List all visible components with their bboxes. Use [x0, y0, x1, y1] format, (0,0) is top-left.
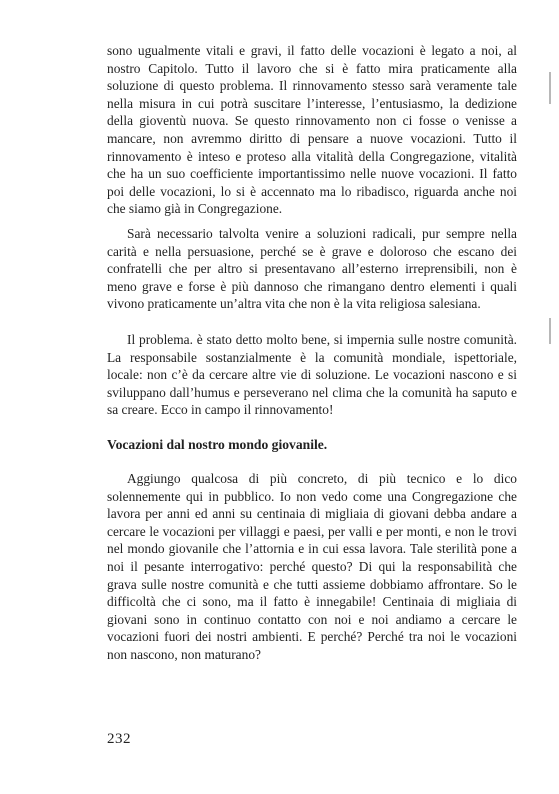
paragraph-community-problem: Il problema. è stato detto molto bene, si impernia sulle nostre comunità. La responsabile sostanzialmente è la comunità mondiale, ispettoriale, locale: non c’è da cercare altre vie di soluzione. Le vocazioni nascono e si sviluppano dall’humus e perseverano nel clima che la comunità ha saputo e sa creare. Ecco in campo il rinnovamento!	[107, 332, 517, 418]
paragraph-continuation: sono ugualmente vitali e gravi, il fatto delle vocazioni è legato a noi, al nostro Capitolo. Tutto il lavoro che si è fatto mira praticamente alla soluzione di questo problema. Il rinnovamento stesso sarà veramente tale nella misura in cui potrà suscitare l’interesse, l’entusiasmo, la dedizione della gioventù nuova. Se questo rinnovamento non ci fosse o venisse a mancare, non avremmo diritto di pensare a nuove vocazioni. Tutto il rinnovamento è inteso e proteso alla vitalità della Congregazione, vitalità che ha un suo coefficiente importantissimo nelle nuove vocazioni. Il fatto poi delle vocazioni, lo si è accennato ma lo ribadisco, riguarda anche noi che siamo già in Congregazione.	[107, 43, 517, 217]
page-edge-mark	[549, 72, 551, 104]
page-number: 232	[107, 731, 131, 747]
paragraph-youth-vocations: Aggiungo qualcosa di più concreto, di più tecnico e lo dico solennemente qui in pubblico. Io non vedo come una Congregazione che lavora per anni ed anni su centinaia di migliaia di giovani debba andare a cercare le vocazioni per villaggi e paesi, per valli e per monti, e non le trovi nel mondo giovanile che l’attornia e in cui essa lavora. Tale sterilità pone a noi il pesante interrogativo: perché questo? Di qui la responsabilità che grava sulle nostre comunità e che tutti assieme dobbiamo affrontare. So le difficoltà che ci sono, ma il fatto è innegabile! Centinaia di migliaia di giovani sono in continuo contatto con noi e noi andiamo a cercare le vocazioni fuori dei nostri ambienti. E perché? Perché tra noi le vocazioni non nascono, non maturano?	[107, 471, 517, 662]
section-heading: Vocazioni dal nostro mondo giovanile.	[107, 437, 328, 452]
paragraph-radical-solutions: Sarà necessario talvolta venire a soluzioni radicali, pur sempre nella carità e nella persuasione, perché se è grave e doloroso che escano dei confratelli che per altro si presentavano all’esterno irreprensibili, non è meno grave e forse è più dannoso che rimangano dentro elementi i quali vivono praticamente un’altra vita che non è la vita religiosa salesiana.	[107, 226, 517, 312]
page-edge-mark	[549, 318, 551, 344]
